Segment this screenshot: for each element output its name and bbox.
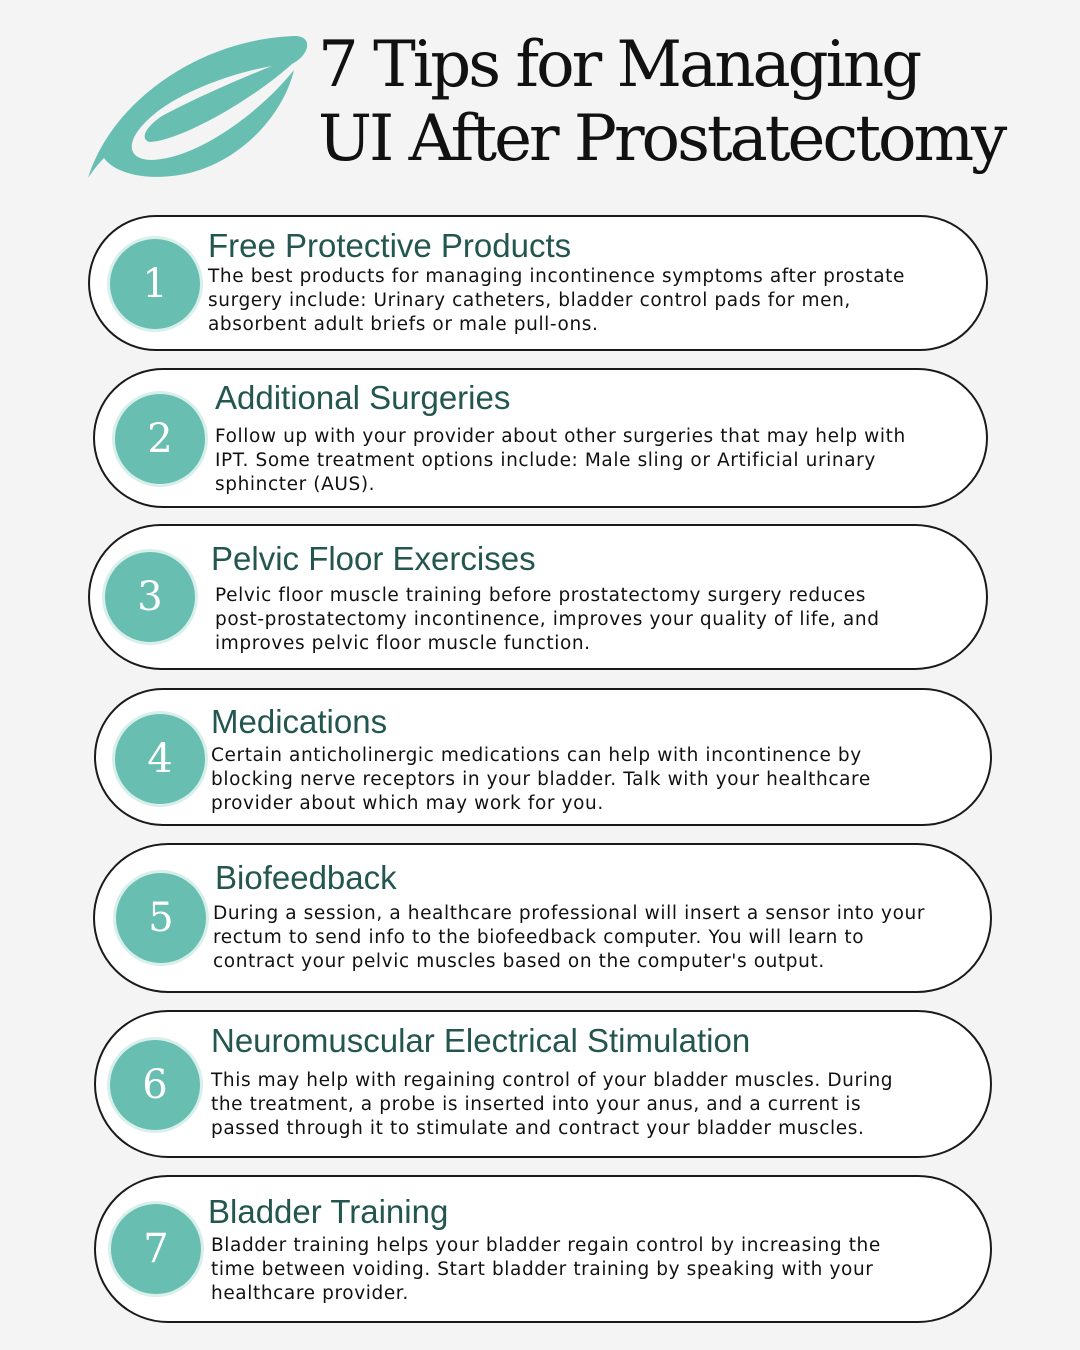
tip-description-line: surgery include: Urinary catheters, bladder control pads for men, — [208, 290, 851, 311]
tip-description-line: IPT. Some treatment options include: Male sling or Artificial urinary — [215, 450, 876, 471]
tip-description-line: During a session, a healthcare professional will insert a sensor into your — [213, 903, 926, 924]
tip-description — [213, 902, 925, 974]
tip-description-line: passed through it to stimulate and contract your bladder muscles. — [211, 1118, 865, 1139]
tip-title: Pelvic Floor Exercises — [211, 540, 536, 577]
tip-description-line: blocking nerve receptors in your bladder. Talk with your healthcare — [211, 769, 871, 790]
tip-card-5 — [93, 843, 992, 993]
tip-description — [208, 265, 905, 337]
tip-card-4 — [94, 688, 992, 826]
tip-description-line: improves pelvic floor muscle function. — [215, 633, 591, 654]
tip-description — [211, 1069, 893, 1141]
tip-description-line: Bladder training helps your bladder regain control by increasing the — [211, 1235, 881, 1256]
tip-description-line: post-prostatectomy incontinence, improves your quality of life, and — [215, 609, 880, 630]
tip-description-line: The best products for managing incontinence symptoms after prostate — [208, 266, 906, 287]
tip-number-badge: 7 — [111, 1204, 201, 1294]
tip-title: Additional Surgeries — [215, 379, 511, 416]
tip-title: Biofeedback — [215, 859, 397, 896]
tip-description-line: time between voiding. Start bladder training by speaking with your — [211, 1259, 874, 1280]
tip-card-7 — [94, 1175, 992, 1323]
tip-title: Neuromuscular Electrical Stimulation — [211, 1022, 751, 1059]
tip-number-badge: 4 — [115, 714, 205, 804]
tip-number-badge: 5 — [116, 873, 206, 963]
tip-title: Free Protective Products — [208, 227, 572, 264]
title-line-1: 7 Tips for Managing — [318, 28, 920, 102]
tip-card-2 — [93, 368, 988, 508]
tip-description-line: Certain anticholinergic medications can help with incontinence by — [211, 745, 862, 766]
tip-description — [215, 425, 906, 497]
tip-description — [211, 744, 871, 816]
tip-description-line: provider about which may work for you. — [211, 793, 604, 814]
tip-number-badge: 6 — [110, 1040, 200, 1130]
swoosh-logo-icon — [82, 30, 312, 190]
tip-description — [211, 1234, 881, 1306]
tip-description-line: contract your pelvic muscles based on the computer's output. — [213, 951, 825, 972]
tip-description-line: This may help with regaining control of your bladder muscles. During — [211, 1070, 894, 1091]
tip-card-3 — [88, 524, 988, 670]
tip-card-6 — [94, 1010, 992, 1158]
tip-number-badge: 1 — [110, 239, 200, 329]
tip-description-line: Follow up with your provider about other surgeries that may help with — [215, 426, 906, 447]
tip-title: Medications — [211, 703, 388, 740]
tip-number-badge: 2 — [115, 394, 205, 484]
tip-description-line: sphincter (AUS). — [215, 474, 376, 495]
tip-description-line: healthcare provider. — [211, 1283, 409, 1304]
page-title — [318, 28, 1004, 176]
tip-number-badge: 3 — [105, 552, 195, 642]
tip-description-line: absorbent adult briefs or male pull-ons. — [208, 314, 599, 335]
tip-description-line: Pelvic floor muscle training before prostatectomy surgery reduces — [215, 585, 867, 606]
tip-description-line: the treatment, a probe is inserted into your anus, and a current is — [211, 1094, 862, 1115]
tip-title: Bladder Training — [208, 1193, 449, 1230]
tip-description-line: rectum to send info to the biofeedback computer. You will learn to — [213, 927, 865, 948]
tip-description — [215, 584, 880, 656]
tip-card-1 — [88, 215, 988, 351]
title-line-2: UI After Prostatectomy — [318, 102, 1005, 176]
